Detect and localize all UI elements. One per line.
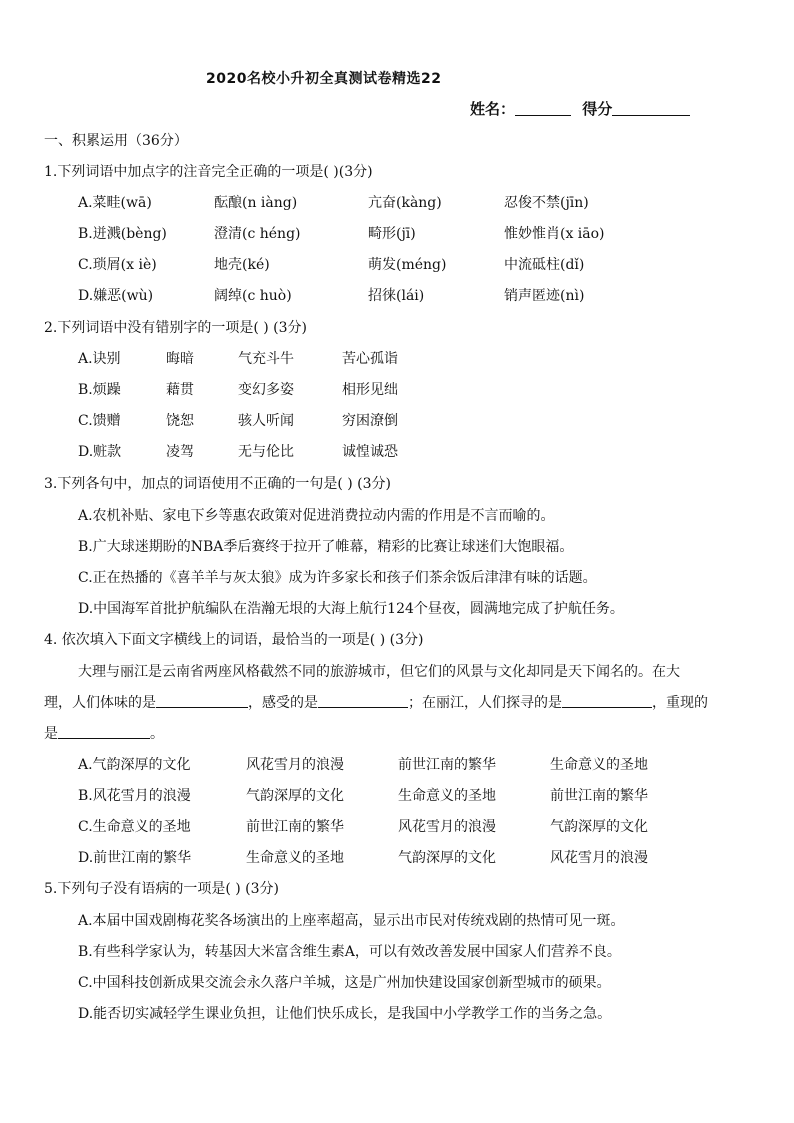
name-label: 姓名：	[470, 100, 516, 118]
q5-option-c: C.中国科技创新成果交流会永久落户羊城，这是广州加快建设国家创新型城市的硕果。	[78, 975, 611, 991]
q5-option-d: D.能否切实减轻学生课业负担，让他们快乐成长，是我国中小学教学工作的当务之急。	[78, 1006, 612, 1022]
q4-option-c-3: 风花雪月的浪漫	[398, 819, 496, 835]
q4-option-d-2: 生命意义的圣地	[246, 850, 344, 866]
question-3-stem: 3.下列各句中，加点的词语使用不正确的一句是( ) (3分)	[44, 476, 392, 492]
q1-option-c-2: 地壳(ké)	[214, 257, 270, 273]
q4-blank-2[interactable]	[318, 693, 408, 708]
section-heading: 一、积累运用（36分）	[44, 133, 188, 149]
q2-option-c-3: 骇人听闻	[238, 413, 294, 429]
q1-option-a-1: A.菜畦(wā)	[78, 195, 152, 211]
q4-option-b-4: 前世江南的繁华	[550, 788, 648, 804]
q4-option-b-1: B.风花雪月的浪漫	[78, 788, 191, 804]
q2-option-d-3: 无与伦比	[238, 444, 294, 460]
q4-option-b-2: 气韵深厚的文化	[246, 788, 344, 804]
q4-option-a-1: A.气韵深厚的文化	[78, 757, 191, 773]
q2-option-a-2: 晦暗	[166, 351, 194, 367]
q1-option-b-1: B.迸溅(bèng)	[78, 226, 167, 242]
question-1-stem: 1.下列词语中加点字的注音完全正确的一项是( )(3分)	[44, 164, 373, 180]
q2-option-a-4: 苦心孤诣	[342, 351, 398, 367]
q4-passage-seg-1: 理，人们体味的是	[44, 695, 156, 711]
question-2-stem: 2.下列词语中没有错别字的一项是( ) (3分)	[44, 320, 308, 336]
q4-passage-seg-4: ，重现的	[652, 695, 708, 711]
q1-option-a-4: 忍俊不禁(jīn)	[504, 195, 589, 211]
q2-option-a-3: 气充斗牛	[238, 351, 294, 367]
q2-option-b-2: 藉贯	[166, 382, 194, 398]
q1-option-d-3: 招徕(lái)	[368, 288, 425, 304]
q4-option-c-2: 前世江南的繁华	[246, 819, 344, 835]
q4-passage-line-1: 大理与丽江是云南省两座风格截然不同的旅游城市，但它们的风景与文化却同是天下闻名的。在大	[78, 664, 680, 680]
score-label: 得分	[582, 100, 613, 118]
q4-option-b-3: 生命意义的圣地	[398, 788, 496, 804]
q4-blank-4[interactable]	[58, 724, 150, 739]
name-score-line	[470, 98, 690, 119]
q1-option-d-2: 阔绰(c huò)	[214, 288, 292, 304]
score-blank[interactable]	[612, 101, 690, 116]
q2-option-a-1: A.诀别	[78, 351, 121, 367]
q2-option-b-4: 相形见绌	[342, 382, 398, 398]
q1-option-b-4: 惟妙惟肖(x iāo)	[504, 226, 605, 242]
q4-passage-line-2	[44, 693, 708, 713]
q4-passage-seg-6: 。	[150, 726, 164, 742]
q3-option-a: A.农机补贴、家电下乡等惠农政策对促进消费拉动内需的作用是不言而喻的。	[78, 508, 555, 524]
q3-option-c: C.正在热播的《喜羊羊与灰太狼》成为许多家长和孩子们茶余饭后津津有味的话题。	[78, 570, 597, 586]
q3-option-d: D.中国海军首批护航编队在浩瀚无垠的大海上航行124个昼夜，圆满地完成了护航任务。	[78, 601, 624, 617]
q4-blank-1[interactable]	[156, 693, 248, 708]
name-blank[interactable]	[515, 101, 571, 116]
q2-option-b-3: 变幻多姿	[238, 382, 294, 398]
q2-option-c-2: 饶恕	[166, 413, 194, 429]
exam-title: 2020名校小升初全真测试卷精选22	[206, 71, 442, 87]
q1-option-a-3: 亢奋(kàng)	[368, 195, 442, 211]
question-4-stem: 4. 依次填入下面文字横线上的词语，最恰当的一项是( ) (3分)	[44, 632, 424, 648]
q4-passage-seg-3: ；在丽江，人们探寻的是	[408, 695, 562, 711]
q1-option-b-3: 畸形(jī)	[368, 226, 416, 242]
question-5-stem: 5.下列句子没有语病的一项是( ) (3分)	[44, 881, 280, 897]
q4-option-a-3: 前世江南的繁华	[398, 757, 496, 773]
q2-option-b-1: B.烦躁	[78, 382, 121, 398]
q2-option-c-4: 穷困潦倒	[342, 413, 398, 429]
q4-passage-line-3	[44, 724, 164, 744]
q1-option-a-2: 酝酿(n iàng)	[214, 195, 298, 211]
q1-option-c-1: C.琐屑(x iè)	[78, 257, 157, 273]
q4-option-d-3: 气韵深厚的文化	[398, 850, 496, 866]
q2-option-d-1: D.赃款	[78, 444, 122, 460]
q4-blank-3[interactable]	[562, 693, 652, 708]
q5-option-b: B.有些科学家认为，转基因大米富含维生素A，可以有效改善发展中国家人们营养不良。	[78, 944, 621, 960]
q4-passage-seg-5: 是	[44, 726, 58, 742]
q5-option-a: A.本届中国戏剧梅花奖各场演出的上座率超高，显示出市民对传统戏剧的热情可见一斑。	[78, 913, 625, 929]
q1-option-d-1: D.嫌恶(wù)	[78, 288, 154, 304]
q2-option-d-4: 诚惶诚恐	[342, 444, 398, 460]
q3-option-b: B.广大球迷期盼的NBA季后赛终于拉开了帷幕，精彩的比赛让球迷们大饱眼福。	[78, 539, 574, 555]
q4-option-c-1: C.生命意义的圣地	[78, 819, 191, 835]
q4-option-d-4: 风花雪月的浪漫	[550, 850, 648, 866]
q2-option-c-1: C.馈赠	[78, 413, 121, 429]
q4-passage-seg-2: ，感受的是	[248, 695, 318, 711]
q1-option-d-4: 销声匿迹(nì)	[504, 288, 585, 304]
q2-option-d-2: 凌驾	[166, 444, 194, 460]
q1-option-c-4: 中流砥柱(dǐ)	[504, 257, 585, 273]
q1-option-b-2: 澄清(c héng)	[214, 226, 301, 242]
q1-option-c-3: 萌发(méng)	[368, 257, 447, 273]
q4-option-a-2: 风花雪月的浪漫	[246, 757, 344, 773]
q4-option-c-4: 气韵深厚的文化	[550, 819, 648, 835]
q4-option-d-1: D.前世江南的繁华	[78, 850, 192, 866]
q4-option-a-4: 生命意义的圣地	[550, 757, 648, 773]
